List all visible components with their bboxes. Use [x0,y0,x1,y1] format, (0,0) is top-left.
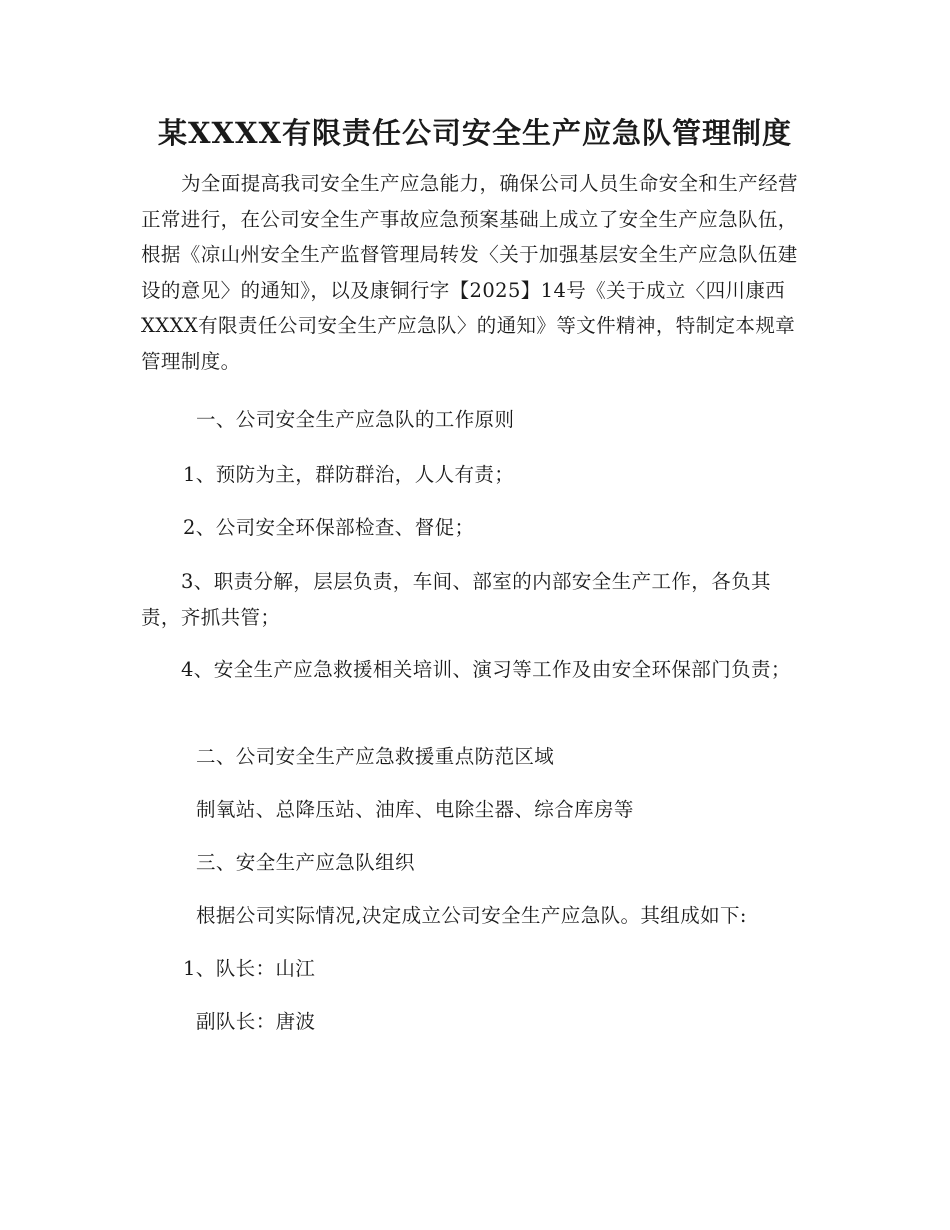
section-2-heading: 二、公司安全生产应急救援重点防范区域 [196,745,555,768]
principle-3: 3、职责分解，层层负责，车间、部室的内部安全生产工作，各负其责，齐抓共管； [141,570,771,629]
section-1-heading: 一、公司安全生产应急队的工作原则 [196,408,515,431]
section-3-heading: 三、安全生产应急队组织 [196,851,415,874]
team-leader: 1、队长：山江 [183,957,316,980]
section-2-body: 制氧站、总降压站、油库、电除尘器、综合库房等 [196,798,634,821]
document-title: 某XXXX有限责任公司安全生产应急队管理制度 [157,116,792,150]
principle-1: 1、预防为主，群防群治，人人有责； [183,463,515,486]
team-deputy-leader: 副队长：唐波 [196,1010,316,1033]
section-3-body: 根据公司实际情况,决定成立公司安全生产应急队。其组成如下: [196,904,747,927]
principle-4: 4、安全生产应急救援相关培训、演习等工作及由安全环保部门负责； [181,658,791,681]
principle-2: 2、公司安全环保部检查、督促； [183,516,475,539]
intro-paragraph: 为全面提高我司安全生产应急能力，确保公司人员生命安全和生产经营正常进行，在公司安全生产事故应急预案基础上成立了安全生产应急队伍，根据《凉山州安全生产监督管理局转发〈关于加强基层安全生产应急队伍建设的意见〉的通知》，以及康铜行字【2025】14号《关于成立〈四川康西XXXX有限责任公司安全生产应急队〉的通知》等文件精神，特制定本规章管理制度。 [141,172,798,373]
